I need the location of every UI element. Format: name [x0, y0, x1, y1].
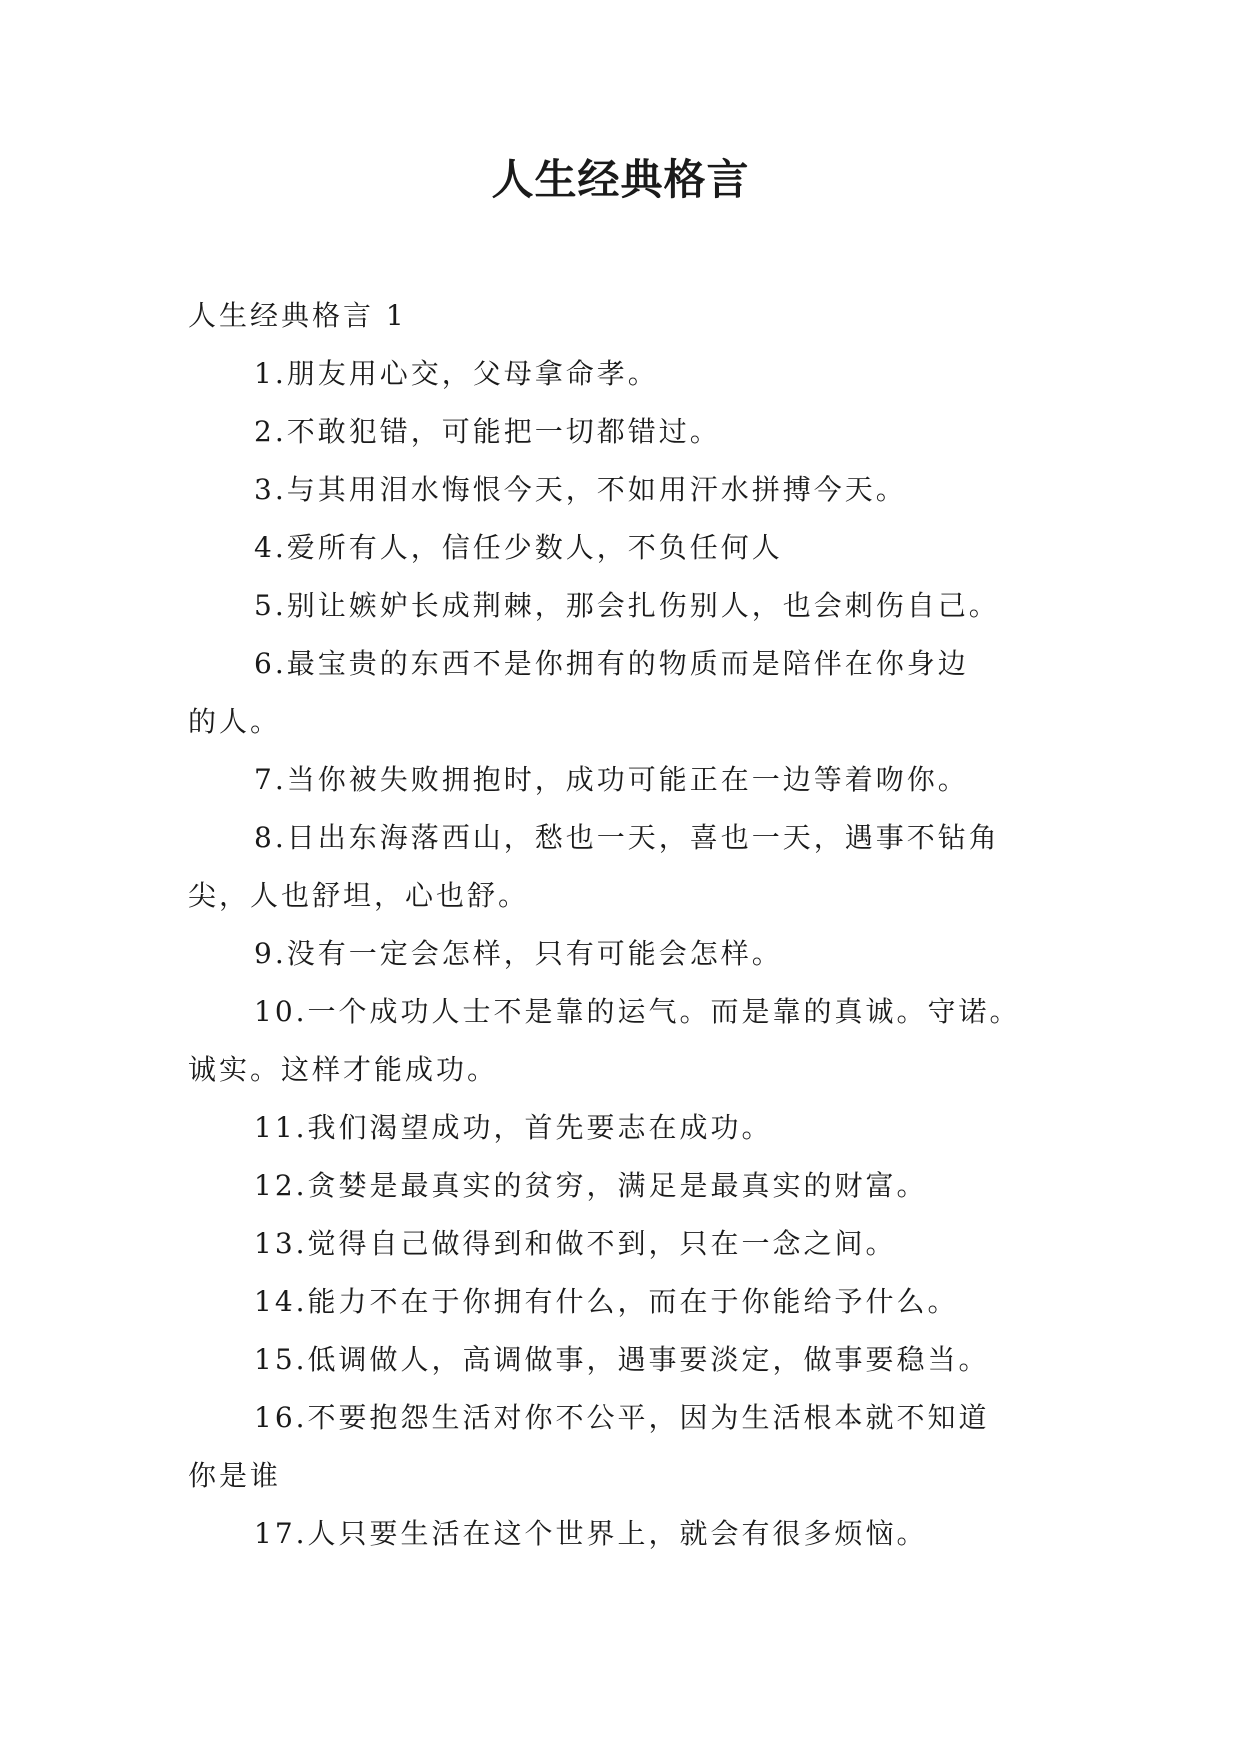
quote-item-8-continued: 尖，人也舒坦，心也舒。 — [188, 879, 530, 912]
quote-item-7: 7.当你被失败拥抱时，成功可能正在一边等着吻你。 — [254, 763, 969, 796]
quote-item-15: 15.低调做人，高调做事，遇事要淡定，做事要稳当。 — [254, 1343, 990, 1376]
quote-item-5: 5.别让嫉妒长成荆棘，那会扎伤别人，也会刺伤自己。 — [254, 589, 1000, 622]
page-title: 人生经典格言 — [491, 155, 750, 204]
quote-item-9: 9.没有一定会怎样，只有可能会怎样。 — [254, 937, 783, 970]
quote-item-4: 4.爱所有人，信任少数人，不负任何人 — [254, 531, 783, 564]
quote-item-6-continued: 的人。 — [188, 705, 282, 738]
quote-item-12: 12.贪婪是最真实的贫穷，满足是最真实的财富。 — [254, 1169, 928, 1202]
quote-item-2: 2.不敢犯错，可能把一切都错过。 — [254, 415, 721, 448]
quote-item-16: 16.不要抱怨生活对你不公平，因为生活根本就不知道 — [254, 1401, 990, 1434]
quote-item-6: 6.最宝贵的东西不是你拥有的物质而是陪伴在你身边 — [254, 647, 969, 680]
quote-item-17: 17.人只要生活在这个世界上，就会有很多烦恼。 — [254, 1517, 928, 1550]
quote-item-11: 11.我们渴望成功，首先要志在成功。 — [254, 1111, 773, 1144]
quote-item-13: 13.觉得自己做得到和做不到，只在一念之间。 — [254, 1227, 897, 1260]
quote-item-10: 10.一个成功人士不是靠的运气。而是靠的真诚。守诺。 — [254, 995, 1021, 1028]
document-body — [188, 287, 1068, 1563]
quote-item-8: 8.日出东海落西山，愁也一天，喜也一天，遇事不钻角 — [254, 821, 1000, 854]
section-heading: 人生经典格言 1 — [188, 299, 407, 332]
quote-item-16-continued: 你是谁 — [188, 1459, 282, 1492]
quote-item-14: 14.能力不在于你拥有什么，而在于你能给予什么。 — [254, 1285, 959, 1318]
quote-item-1: 1.朋友用心交，父母拿命孝。 — [254, 357, 659, 390]
quote-item-3: 3.与其用泪水悔恨今天，不如用汗水拼搏今天。 — [254, 473, 907, 506]
quote-item-10-continued: 诚实。这样才能成功。 — [188, 1053, 499, 1086]
